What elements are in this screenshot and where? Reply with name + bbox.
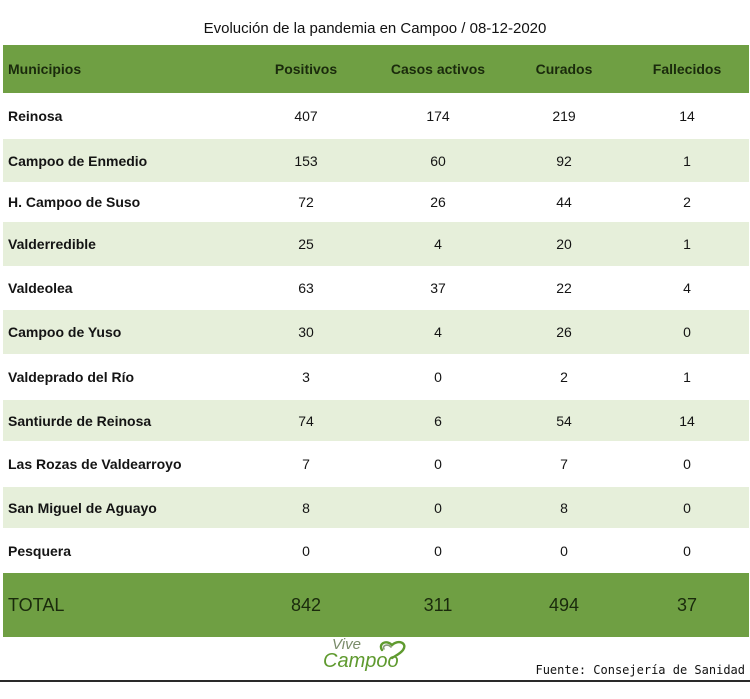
header-fallecidos: Fallecidos [652,61,722,77]
cell-fallecidos: 0 [683,499,691,516]
logo-text-vive: Vive [332,636,361,653]
cell-casos-activos: 0 [434,456,442,472]
cell-municipio: Valderredible [8,236,96,252]
cell-casos-activos: 26 [430,194,446,210]
cell-positivos: 8 [302,499,310,516]
cell-fallecidos: 0 [683,324,691,340]
cell-positivos: 63 [298,280,314,296]
table-header-row [3,45,749,93]
cell-municipio: Las Rozas de Valdearroyo [8,456,182,472]
cell-positivos: 153 [294,152,318,169]
bottom-divider [0,680,750,682]
cell-fallecidos: 14 [679,108,695,124]
table-row [3,354,749,400]
vive-campoo-logo [318,636,418,676]
cell-positivos: 72 [298,194,314,210]
pandemic-table [3,45,749,637]
cell-municipio: San Miguel de Aguayo [8,499,157,516]
cell-municipio: Santiurde de Reinosa [8,412,152,429]
table-row [3,400,749,441]
cell-casos-activos: 174 [426,108,450,124]
cell-curados: 7 [560,456,568,472]
cell-curados: 2 [560,369,568,385]
total-label: TOTAL [8,594,65,615]
cell-municipio: Pesquera [8,542,72,559]
cell-positivos: 0 [302,542,310,559]
cell-fallecidos: 1 [683,369,691,385]
table-row [3,222,749,266]
total-curados: 494 [548,594,580,615]
table-row [3,528,749,573]
total-casos-activos: 311 [423,594,453,615]
cell-positivos: 3 [302,369,310,385]
cell-fallecidos: 14 [679,412,695,429]
cell-casos-activos: 60 [430,152,446,169]
header-municipios: Municipios [8,61,82,77]
cell-fallecidos: 2 [683,194,691,210]
cell-casos-activos: 0 [434,542,442,559]
cell-casos-activos: 4 [434,324,442,340]
cell-positivos: 74 [298,412,314,429]
header-positivos: Positivos [274,61,338,77]
cell-casos-activos: 0 [434,499,442,516]
cell-positivos: 407 [294,108,318,124]
cell-curados: 26 [556,324,572,340]
table-row [3,139,749,182]
cell-curados: 20 [556,236,572,252]
header-casos-activos: Casos activos [390,61,486,77]
header-curados: Curados [535,61,593,77]
cell-curados: 219 [552,108,576,124]
cell-municipio: Campoo de Enmedio [8,152,148,169]
cell-municipio: Reinosa [8,108,63,124]
cell-municipio: Campoo de Yuso [8,324,122,340]
cell-fallecidos: 1 [683,152,691,169]
cell-curados: 8 [560,499,568,516]
total-fallecidos: 37 [676,594,698,615]
cell-fallecidos: 0 [683,542,691,559]
total-row [3,573,749,637]
cell-positivos: 7 [302,456,310,472]
cell-positivos: 30 [298,324,314,340]
cell-municipio: H. Campoo de Suso [8,194,141,210]
page-title: Evolución de la pandemia en Campoo / 08-12-2020 [203,20,547,37]
table-row [3,93,749,139]
cell-curados: 44 [556,194,572,210]
cell-fallecidos: 4 [683,280,691,296]
table-row [3,487,749,528]
cell-municipio: Valdeolea [8,280,73,296]
table-row [3,441,749,487]
cell-fallecidos: 1 [683,236,691,252]
cell-curados: 54 [556,412,572,429]
cell-casos-activos: 37 [430,280,446,296]
table-row [3,310,749,354]
cell-municipio: Valdeprado del Río [8,369,135,385]
cell-fallecidos: 0 [683,456,691,472]
cell-positivos: 25 [298,236,314,252]
cell-casos-activos: 0 [434,369,442,385]
source-note: Fuente: Consejería de Sanidad [535,663,745,677]
cell-curados: 0 [560,542,568,559]
cell-casos-activos: 4 [434,236,442,252]
table-row [3,182,749,222]
table-row [3,266,749,310]
heart-swirl-icon [376,638,410,660]
cell-curados: 92 [556,152,572,169]
cell-curados: 22 [556,280,572,296]
logo-text-campoo: Campoo [323,650,399,672]
total-positivos: 842 [290,594,322,615]
cell-casos-activos: 6 [434,412,442,429]
